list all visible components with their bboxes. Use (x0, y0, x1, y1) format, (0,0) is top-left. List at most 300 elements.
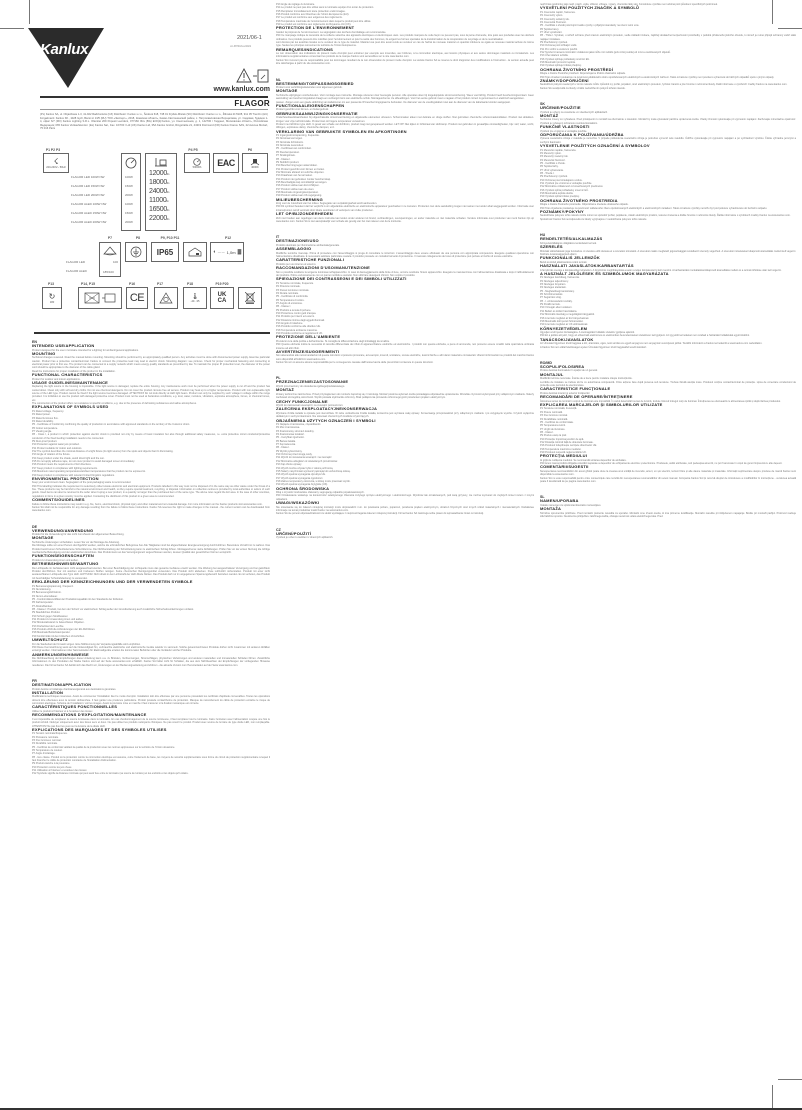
section-heading: OCHRONA ŚRODOWISKA (276, 485, 330, 491)
paragraph: P14 Keep product under the shade, avoid direct light and the sun. (32, 456, 105, 460)
paragraph: P9 Staubdichtes Produkt. (32, 611, 61, 615)
house-icon (188, 247, 202, 257)
section-heading: FUNKTIONSEIGENSCHAFTEN (32, 553, 94, 559)
paragraph: Product geschikt voor binnen- en buitengebruik. (276, 108, 329, 112)
language-code: NL (276, 77, 281, 82)
certification-pictogram (154, 287, 178, 309)
paragraph: Prodotto per uso interno ed esterno. (276, 262, 317, 266)
paragraph: P19 Le produit est conforme aux règlements du Royaume-Uni (UK). (276, 23, 352, 27)
paragraph: P7 Stralingshoek. (276, 154, 296, 158)
paragraph: P16 Product meets the requirements of EU directives. (32, 463, 92, 467)
paragraph: Die Nichtbeachtung der Empfehlungen dieser Anleitung kann u.a. zu Bränden, Verbrennungen, Stromschlägen, physischen Verletzungen und anderen materiellen und immateriellen Schäden führen. Zusätzliche Informationen zu den Produkten der Marke Kanlux sind auf der Seite www.kanlux.com erhältlich. Kanlux SA haftet nicht für Schäden, die aus dem Nichtbeachten der Empfehlungen der vorliegenden Hinweise resultieren. Die Firma Kanlux SA behält sich das Recht vor, Änderungen an der Bedienungsanleitung einzuführen - die aktuelle Version zum Herunterladen auf der Seite www.kanlux.com. (32, 657, 270, 667)
section-heading: CECHY FUNKCJONALNE (276, 398, 328, 404)
section-heading: SPIEGAZIONE DEI CONTRASSEGNI E DEI SIMBOLI UTILIZZATI (276, 276, 407, 282)
paragraph: Wyrób przeznaczony do oświetlenia ogólnego/podstawowego. (276, 384, 345, 388)
paragraph: P19 Produsul respectă reglementările UK. (540, 450, 587, 454)
language-code: HU (540, 233, 546, 238)
paragraph: Výrobok je určený na osvetlenie vo všeobecných aplikáciách. (540, 110, 608, 114)
paragraph: Nie stosowanie się do zaleceń niniejszej instrukcji może doprowadzić m.in. do powstania pożaru, poparzeń, porażenia prądem elektrycznym, obrażeń fizycznych oraz innych szkód materialnych i niematerialnych. Dodatkowe informacje na temat produktów marki Kanlux na www.kanlux.com. (276, 505, 534, 512)
paragraph: P12 Symbol znamená minimální vzdálenost jaká může mít svítidlo (jeho zdroj světla) od míst a osvětlovaných objektů. (540, 50, 671, 54)
paragraph: Technische Änderungen vorbehalten. Lesen Sie vor der Montage die Anleitung. (32, 540, 120, 544)
read-manual-warning-icon (236, 68, 270, 84)
paragraph: P3 Jmenovitý světelný tok. (540, 17, 570, 21)
lightning-icon: ☇ (53, 156, 59, 166)
paragraph: Výrobok pre vnútorné a vonkajšie použitie. (540, 129, 588, 133)
en-section (32, 344, 270, 513)
paragraph: P3 Rated luminous flux. (32, 416, 59, 420)
power-meter-icon (125, 157, 137, 169)
paragraph: P7 Angle d'éclairage. (32, 752, 56, 756)
paragraph: P2 Jmenovitý výkon. (540, 14, 563, 18)
paragraph: Környezeti/általános világításra rendeltetett termék. (540, 241, 597, 245)
paragraph: P11 Pro vnitřní a venkovní použití. (540, 47, 578, 51)
paragraph: P11 Product geschikt voor binnen en buiten. (276, 167, 325, 171)
language-code-en: EN (32, 340, 37, 344)
paragraph: P20 Dit symbool betekent dat het verplicht is om afgedankte elektrische en elektronische apparatuur gescheiden in te zamelen. Producten met deze aanduiding mogen niet samen met ander afval weggegooid worden. Informatie over inzamelpunten wordt verstrekt door lokale autoriteiten of verkopers van zulke producten. (276, 205, 534, 212)
paragraph: P8 - Třída I. Výrobek, u něhož ochranu před úrazem elektrickým proudem, vedle základní izolace, zajišťují dodatečné bezpečnostní prostředky v podobě přídavného jistícího obvodu, k němuž je nutné připojit ochranný vodič stálé napájecí instalace. (540, 34, 796, 41)
section-heading: SZERELÉS (540, 244, 563, 249)
paragraph: P20 Diese Kennzeichnung weist auf die Notwendigkeit hin, verbrauchte elektrische und elektronische Geräte selektiv zu sammeln. Solche gekennzeichneten Produkte dürfen nicht zusammen mit anderen Abfällen entsorgt werden. Informationen über Sammelstellen für Elektroaltgeräte erteilen die kommunalen Behörden oder die Verkäufer solcher Produkte. (32, 645, 270, 653)
paragraph: P5 - Certificat de conformité validant la qualité de la production avec les normes approuvées sur le territoire de l'Union douanière. (32, 745, 176, 749)
section-heading: USAGE GUIDELINES/MAINTENANCE (32, 379, 109, 385)
paragraph: P18 Maximale omgevingstemperatuur. (276, 190, 319, 194)
section-heading: SCOPUL/FOLOSIREA (540, 363, 585, 369)
de-section (32, 529, 270, 668)
paragraph: P6 Temperatura culorii. (540, 424, 566, 428)
section-heading: NAMEN/UPORABA (540, 498, 579, 504)
rotation-icon: ↻ (48, 292, 56, 301)
divider (40, 109, 268, 110)
section-heading: OCHRANA ŽIVOTNÉHO PROSTREDIA (540, 197, 618, 203)
paragraph: P13 Angle de réglage du luminaire. (276, 3, 315, 6)
paragraph: P19 Keep product in compliance with relevant United Kingdom regulations. (32, 473, 115, 477)
paragraph: P3 Flux lumineux nominal. (32, 739, 62, 743)
paragraph: Product for outdoor and indoor applications. (32, 377, 81, 381)
voltage-pictogram: ☇ 220-240V~ 50Hz (43, 153, 69, 173)
paragraph: P12 Minimálna vzdialenosť od osvetľovaných predmetov. (540, 185, 604, 189)
paragraph: P20 This labelling indicates the requirement to selectively collect waste electronic and electrical equipment. Products labelled in this way must not be disposed of in the same way as other waste under the threat of a fine. These products may be harmful to the natural environment and health, so they require special treatment, recycling, or disposal. Information on collection centres is provided by local authorities or sellers of such goods. Used items can also be returned to the seller when buying a new product, in a quantity no larger than the purchased item of the same type. The above rules regard the EU area. In the case of other countries, regulations in force in a given country must be applied. Contacting the distributor of this product in a given area is recommended. (32, 484, 270, 498)
paragraph: P8 - Ière classe. Produit où la protection contre la commotion électrique est assurée, outre l'isolement de base, les moyens de sécurité supplémentaire sous forme du circuit de protection supplémentaire à lequel il faut brancher le câble de protection constante de l'installation d'alimentation. (32, 755, 270, 763)
paragraph: P9 Stofdicht product. (276, 160, 300, 164)
section-heading: MONTAGE (32, 535, 54, 541)
paragraph: La non observation des indications du présent mode d'emploi peut entraîner par exemple aux incendies, aux brûlures, à la commotion électrique, aux lésions physiques et aux autres dommages matériels ou immatériels. Les informations supplémentaires concernant les produits de la marque Kanlux sont accessibles sur le site www.kanlux.com. (276, 52, 534, 59)
paragraph: P10 Protection against water jets provided. (32, 443, 80, 447)
section-heading: KÖRNYEZETVÉDELEM (540, 325, 588, 331)
paragraph: P11 Prodotto per interni ed esterni. (276, 315, 315, 319)
paragraph: P9 Wyrób pyłoszczelny. (276, 449, 303, 453)
paragraph: Ai grijă de curățenia mediului. Se recomandă sortarea deșeurilor de ambalare. (540, 458, 627, 462)
paragraph: P20 Toto označenie poukazuje na povinnosť oddeleného zberu opotrebovaných elektrických a elektronických zariadení. Takto označené výrobky nemôžu byť pod pokutou vyhadzované do bežného odpadu. (540, 206, 768, 210)
document-code: d-t-38740/res/2021 (230, 45, 252, 48)
paragraph: P1 Tensiune nominală, frecvență. (540, 407, 577, 411)
paragraph: P2 Rated power. (32, 413, 51, 417)
cracked-glass-icon (84, 292, 100, 304)
paragraph: P18 Zakres temperatury otoczenia, w której może pracować wyrób. (276, 479, 351, 483)
section-heading: VYSVĚTLENÍ POUŽITÝCH ZNAČEK A SYMBOLŮ (540, 5, 640, 11)
distributor-addresses: (PL) Kanlux SA, ul. Objazdowa 1-3, 41-922 Radzionków (CZ) Distributor: Kanlux s.r.o., Šodová 618, 738 01 Frýdek-Místek (SK) Distribútor: Kanlux s.r.o., Žilinská 2170/28, 911 05 Trenčín (HU) Forgalmazó: Kanlux Kft., 1028 Győr, Bécsi út 13/5 (RU) ТОО «Эксперт», 2018, Киевская область, Киево-Святошинский район, с. Петропавловская Борщаговка, ул. Садовая, будинок 1-4, офис 6/7 (RO) Kanlux Lighting S.R.L. Oltenitei 209 Popesti Leordeni, 077160 Ilfov (BG) ЕООД Kanlux, ул. Константинов, д. 1, 142700 / Гарденс, Московская область, Российская Федерация; 065 Kanlux Verkaufskontor. (EL) Kanlux Sal., Fax. 16/700 / Ltd (UK) Kanlux Ltd, 35A Kanlux GmbH, Ringstraße 21, 44319 Dortmund (FR) Kanlux France SAS, 22 Avenue Mozart, 75 016 Paris (40, 113, 268, 131)
paragraph: P10 Bescherming tegen waterstralen. (276, 164, 318, 168)
paragraph: Modificări tehnice rezervate. Înainte de a trece pentru instalare citeşte instrucțiunile. (540, 377, 633, 381)
paragraph: P13 Drehwinkel der Leuchte. (32, 624, 65, 628)
section-heading: COMENTARII/SUGESTII (540, 464, 589, 470)
paragraph: P15 Remplacer immédiatement toute protection endommagée. (276, 9, 346, 13)
text-column-2 (276, 3, 534, 539)
paragraph: P2 Puissance nominale. (32, 735, 59, 739)
paragraph: Tehnične spremembe pridržane. Pred montažo preberite navodila za uporabo. Montažo sme izvesti oseba, ki ima primerne kvalifikacije. Montažo naredite pri izključenem napajanju. Bodite pri montaži pazljivi. Proizvod vsebuje stik/zaščitno sponko. Neustrezna priključitev zaščitnega kabla, obstaja nevarnost udara električnega toka. Pred (540, 511, 796, 519)
paragraph: Non attenendosi alle raccomandazioni di queste istruzioni si possono provocare, ad esempio, incendi, scottature, scosse elettriche, lesioni fisiche e altri danni materiali e immateriali. Ulteriori informazioni su prodotti del marchio Kanlux sono disponibili all'indirizzo www.kanlux.com. (276, 354, 534, 361)
paragraph: P10 Protezione contro getti d'acqua. (276, 312, 317, 315)
paragraph: P5 - Certificaat van conformiteit. (276, 147, 312, 151)
paragraph: P20 Toto označení poukazuje na povinnost odděleného sběru opotřebovaných elektrických a elektronických zařízení. Takto označené výrobky není povoleno vyhazovat do běžných odpadků spolu s jinými odpady. (540, 75, 775, 79)
section-heading: FUNKCIONÁLIS JELLEMZŐK (540, 255, 600, 261)
paragraph: P1 Névleges feszültség, frekvencia. (540, 276, 580, 280)
section-heading: ENVIRONMENTAL PROTECTION (32, 475, 99, 481)
paragraph: P15 Do not apply adhesive tape, do not cover product to avoid damaged screen immediately. (32, 460, 135, 464)
paragraph: P19 Výrobok spĺňa britské predpisy. (540, 195, 580, 199)
paragraph: Spoločnosť Kanlux SA nezodpovedá za škody vyplývajúce z nedodržania pokynov tohto návodu. (540, 217, 647, 221)
paragraph: P5 - Certificat de conformitate. (540, 420, 574, 424)
paragraph: Für die Sauberkeit der Umwelt sorgen. Eine Mülltrennung der Verpackungsabfälle wird empfohlen. (32, 642, 141, 646)
paragraph: P2 Nennleistung. (32, 587, 52, 591)
paragraph: P8 - Clasa I. (540, 430, 554, 434)
paragraph: P12 Symbole signifie la distance minimale qui peut avoir lieu entre le luminaire (sa source de lumière) et les endroits et les objets qu'il éclaire. (32, 772, 189, 776)
section-heading: MONTAGE (276, 88, 298, 94)
ce-mark-pictogram: CE (126, 287, 148, 309)
section-heading: EXPLANATIONS OF SYMBOLS USED (32, 404, 109, 410)
paragraph: P3 Menovitý svetelný tok. (540, 155, 569, 159)
section-heading: CARACTÉRISTIQUES FONCTIONNELLES (32, 704, 118, 710)
paragraph: P18 Température maximale de l'environnement dans lequel le produit peut être utilisé. (276, 19, 372, 23)
section-heading: VERKLARING VAN GEBRUIKTE SYMBOLEN EN AFKORTINGEN (276, 128, 407, 134)
paragraph: P4 Znamionowa trwałość. (276, 433, 305, 437)
section-heading: VYSVETLENIE POUŽITÝCH OZNAČENÍ A SYMBOLOV (540, 143, 650, 149)
paragraph: Izdelek namenjen za splošno/ambientalno razsvetljavo. (540, 503, 602, 507)
paragraph: Zorg voor de zuiverheid van het milieu. Segregatie van verpakkingsafval wordt aanbevolen. (276, 202, 378, 206)
kanlux-logo: Kanlux (28, 28, 104, 88)
crop-mark (0, 28, 24, 29)
paragraph: P10 Ochrona przed strugą wody. (276, 453, 313, 457)
language-code: IT (276, 235, 280, 240)
paragraph: Product designed for the use in luminaire intended for a lighting for ambient/general applications. (32, 348, 139, 352)
language-code-fr: FR (32, 679, 37, 684)
paragraph: P11 Beltéri és kültéri használatra. (540, 309, 578, 313)
paragraph: P16 Product voldoet aan EU-richtlijnen. (276, 184, 320, 188)
beam-angle-icon (103, 246, 117, 256)
paragraph: Die Montage sollte von einer Person durchgeführt werden, welche die erforderlichen Befugnisse hat. Alle Tätigkeiten sind bei abgeschalteter Energieversorgung durchzuführen. Besondere Vorsicht ist zu wahren. Das Produkt besitzt einen Schutzleiter/eine Schutzklemme. Die Nichtherstellung der Schutzleitung kann zu elektrischem Schlag führen. Montageschema: siehe Abbildungen. Prüfen Sie vor der ersten Nutzung die richtige mechanische Befestigung und den elektrischen Anschluss. Das Produkt kann an das Versorgungsnetz angeschlossen werden, dessen Qualität den gesetzlichen Normen entspricht. (32, 544, 270, 554)
paragraph: P9 Prodotto a tenuta di polvere. (276, 308, 312, 312)
paragraph: P14 Product niet gebruiken zonder beschermkap. (276, 177, 331, 181)
paragraph: P4 Rated durability. (32, 420, 54, 423)
paragraph: P16 Prodotto conforme alle direttive UE. (276, 325, 321, 329)
section-heading: MILIEUBESCHERMING (276, 196, 323, 202)
paragraph: P12 Minimale afstand tot verlichte objecten. (276, 170, 325, 174)
paragraph: P10 Schutz gegen Strahlwasser. (32, 614, 69, 618)
section-heading: ERKLÄRUNG DER KENNZEICHNUNGEN UND DER VERWENDETEN SYMBOLE (32, 579, 193, 585)
paragraph: Výrobek je určen k osvětlení v obecných aplikacích. (276, 536, 334, 540)
paragraph: Înlocuirea sursei de lumină în corpul de iluminat este imposibilă. În cazul deteriorării sursei de lumină, trebuie înlocuit întregul corp de iluminat. Întreținerea se efectuează cu alimentarea oprită și după răcirea produsului. (540, 399, 781, 403)
rotation-angle-pictogram: ↻ 180 (42, 287, 62, 309)
paragraph: P7 Sugárzási szög. (540, 296, 562, 300)
section-heading: DESTINAZIONE/USO (276, 238, 319, 244)
paragraph: P18 Temperatura ambiente massima. (276, 328, 318, 332)
paragraph: P5 - Konformitätszertifikat der Produktionsqualität mit den Standards der Zollunion. (32, 597, 124, 601)
fr-section (32, 683, 270, 776)
paragraph: Nerespectarea recomandărilor din acest ghidul poate duce la crearea unui unității de incendiu, arsuri, un șoc electric, leziuni fizice și alte daune materiale și imateriale. Informații suplimentare despre produse de marcă Kanlux sunt disponibile la www.kanlux.com. (540, 469, 796, 477)
paragraph: P17 Wyrób spełnia wymagania zgodności. (276, 476, 323, 480)
paragraph: P20 Acest marcaj indică obligația colectării separate a deșeurilor de echipamente electrice și electronice. Produsele, astfel etichetate, sub pedeapsa amenzii, nu pot fi aruncate în coșul de gunoi împreună cu alte deșeuri. (540, 462, 783, 466)
paragraph: P6 Farbtemperatur. (32, 601, 54, 605)
paragraph: P1 Ingangsstroomspanning, frequentie. (276, 134, 320, 138)
paragraph: Prendersi cura della pulizia e dell'ambiente. Si consiglia la differenziazione degli imballaggi da smaltire. (276, 339, 390, 343)
section-heading: BETRIEBSHINWEISE/WARTUNG (32, 561, 99, 567)
section-heading: OBJAŚNIENIA UŻYTYCH OZNACZEŃ I SYMBOLI (276, 417, 376, 423)
section-heading: RENDELTETÉS/ALKALMAZÁS (540, 236, 603, 242)
section-heading: ODPORÚČANIA K POUŽÍVANIU/ÚDRŽBA (540, 131, 624, 137)
clock-icon (193, 158, 201, 166)
paragraph: Produkt für die Verwendung für das Licht zum Zweck der allgemeinen Beleuchtung. (32, 533, 125, 537)
paragraph: P19 Konformität mit den britischen Vorschriften. (32, 634, 85, 638)
luminous-flux-icon (154, 157, 168, 167)
paragraph: P9 Prachotěsný výrobek. (540, 40, 568, 44)
paragraph: P4 Nenn-Lebensdauer. (32, 594, 58, 598)
paragraph: P1 Menovité napätie, frekvencia. (540, 148, 577, 152)
paragraph: Failure to follow these instructions may result in e.g. fire, burns, electrical shock, physical injury and other material and non-material damage. For more information on the Kanlux products visit www.kanlux.com. (32, 502, 263, 506)
paragraph: P13 Angle of rotation of the fixture. (32, 453, 71, 457)
paragraph: A fényforrás cseréje a lámpatestben lehetetlen. A fényforrás meghibásodása esetén a teljes lámpatestet ki kell cserélni. A karbantartási munkálatokat kikapcsolt áramellátás mellett és a termék kihűlése után kell végezni. (540, 268, 782, 272)
paragraph: P9 Dust-proof product. (32, 440, 58, 444)
paragraph: Dbejte o čistotu životního prostředí. Doporučujeme třídění obalového odpadu. (540, 72, 626, 76)
section-heading: BESTEMMING/TOEPASSINGSGEBIED (276, 80, 354, 86)
paragraph: Lucrările de instalare se trebuie să fie cu autorizarea competentă. Orice acțiune face după punerea sub tensiune. Trebuie făcută atenția mare. Produsul conține contact/terminal de protecție. Lipsa de conectare conductorul de protecție este pericolul de electrocutare. (540, 380, 796, 387)
paragraph: P15 Beschadigde kap onmiddellijk vervangen. (276, 180, 328, 184)
section-heading: TANÁCSOK/JAVASLATOK (540, 336, 594, 342)
paragraph: Kanlux SA nu este responsabilă pentru orice consecințele care rezultă din nerespectarea recomandărilor din acest manual. Compania Kanlux SA își rezervă dreptul de introducere a modificărilor în instrucțiune - versiunea actuală poate fi descărcată de pe pagina www.kanlux.com. (540, 476, 796, 483)
paragraph: Produit destiné à l'éclairage d'ambiance/général aux destinations générales. (32, 687, 117, 691)
paragraph: P14 Wyrób można używać tylko z osłoną ochronną. (276, 466, 334, 470)
paragraph: P7 Viewing angle. (32, 430, 52, 434)
paragraph: P4 Jmenovitá životnost. (540, 20, 567, 24)
paragraph: P11 Výrobok pre vnútorné a vonkajšie použitie. (540, 182, 593, 186)
section-heading: GEBRUIKSAANWIJZING/KONSERVATIE (276, 110, 358, 116)
paragraph: P16 Wyrób spełnia wymagania dyrektyw UE. (276, 473, 326, 477)
paragraph: P20 Oznakowanie wskazuje na konieczność selektywnego zbierania zużytego sprzętu elektrycznego i elektronicznego. Wyrobów tak oznakowanych, pod karą grzywny, nie można wyrzucać do zwykłych śmieci razem z innymi odpadami. (276, 494, 534, 501)
ambient-temperature-pictogram: 🌡 -40...35 (183, 287, 207, 309)
paragraph: Dbaj o czystość środowiska. Zalecamy segregację odpadów popakowaniowych. (276, 491, 365, 495)
paragraph: Replacing the light source in the housing is impossible. If the light source is damaged, replace the entire housing. Any maintenance work must be performed when the power supply is cut off and the product has cooled down. Clean only with soft and dry cloths. Do not use chemical detergents. Do not cover the product. Ensure free air access. Product may heat up to a higher temperature. Product with non-replaceable light source of the LED type. Product cannot be fixed if the light source becomes damaged. ATTENTION! Do not look directly at LED light beam. Product can only be supplied by such voltage in voltage within the range provided. It is forbidden to use the product with damaged protective cover. Product must not be used at hazardous conditions, e.g. dust, water, moisture, vibrations, explosive atmosphere, fumes, or chemical fumes, etc. (32, 385, 270, 402)
earth-ground-icon (130, 246, 142, 258)
paragraph: Keep your environment clean. Segregation of the post-packaging waste is recommended. (32, 481, 132, 485)
section-heading: MONTAJUL (540, 371, 564, 377)
paragraph: P13 Draaihoek van het armatuur. (276, 174, 313, 178)
paragraph: P8 - Class I, a product in which protection against electric shock is provided not only by means of basic insulation but also through additional safety measures, i.e. extra protective circuit conductor/protective conductor of the fixed feeding installation needs to be connected. (32, 433, 270, 440)
paragraph: P16 Produit conforme aux Directives de l'Union Européenne (EU). (276, 13, 350, 17)
paragraph: P4 Menovitá životnosť. (540, 158, 566, 162)
paragraph: Product met lichtbron type LED. In geval van schade van lichtbron, product mag niet gerepareerd worden. LET OP! Niet kijken in lichtstraal van LED-lamp. Product niet gebruiken in gevaarlijke omstandigheden, bijv. stof, water, vocht, trillingen, explosieve damp, chemische dampen, enz. (276, 122, 534, 130)
paragraph: P18 Temperatura maximă a mediului. (540, 447, 582, 451)
section-heading: FUNKČNÉ VLASTNOSTI (540, 124, 590, 130)
paragraph: Produkt zur Anwendung innen und außen. (32, 558, 79, 562)
paragraph: P10 Protection contre les jets d'eau. (32, 765, 72, 769)
section-heading: PRZEZNACZENIE/ZASTOSOWANIE (276, 379, 349, 385)
paragraph: P4 Névleges élettartam. (540, 286, 567, 290)
protection-class-pictogram (125, 242, 147, 262)
paragraph: P16 Výrobok spĺňa požiadavky smerníc EÚ. (540, 188, 589, 192)
language-code-de: DE (32, 524, 37, 529)
lamp-icon: ◖ (212, 249, 216, 255)
paragraph: nepříznivé podmínky jako např. prach, voda, vlhkost, vibrace, výpary, chemické látky atp. Konstrukce výrobku není odolná proti působení specifických podmínek. (540, 3, 718, 6)
paragraph: Technické zmeny sú vyhradené. Pred pristúpením k montáži sa oboznámte s návodom. Montáž by mala vykonávať patrične oprávnená osoba. Všetky činnosti vykonávajte pri vypnutom napájaní. Zachovajte mimoriadnu opatrnosť. Výrobok je vybavený ochrannou svorkou/kontaktom. (540, 118, 796, 125)
paragraph: P7 Úhel vyzařování. (540, 30, 563, 34)
paragraph: Non è possibile sostituire la sorgente luminosa nell'apparecchio. In caso di danneggiamento della fonte di luce, occorre sostituire l'intero apparecchio. Eseguire la manutenzione con l'alimentazione disattivata e dopo il raffreddamento del prodotto. Pulire esclusivamente con un panno morbido e asciutto. Non utilizzare detergenti chimici. Non coprire il prodotto. (276, 270, 534, 278)
paragraph: P5 - Certyfikat zgodności. (276, 436, 305, 440)
language-code: PL (276, 376, 281, 381)
paragraph: Modifications techniques réservées. Avant de commencer l'installation lisez le mode d'emploi. Installation doit être effectuée par une personne possédant les certificats d'aptitude convenables. Toutes les opérations doivent être effectuées avec la tension débranchée. Il faut garder une prudence particulière. Produit possède contact/borne de protection. Manque de raccordement du câble de protection entraîne le risque de commotion électrique. Schéma de l'installation: voir les images. Avant la première mise en marche il faut s'assurer si la fixation mécanique est correcte. (32, 695, 270, 706)
language-code: CZ (276, 527, 281, 532)
paragraph: P7 Kąt świecenia. (276, 443, 296, 447)
section-heading: POZNÁMKY/POKYNY (540, 208, 584, 214)
paragraph: P19 Wyrób spełnia wymagania brytyjskie (UK). (276, 483, 328, 487)
paragraph: Kanlux SA shall not be responsible for any damage resulting from the failure to follow these instructions. Kanlux SA reserves the right to make changes in the manual - the current version can be downloaded from www.kanlux.com. (32, 505, 270, 513)
paragraph: Produs destinat iluminatului în spațiul de uz general. (540, 369, 598, 373)
section-heading: INSTALLATION (32, 689, 64, 695)
paragraph: passen. Zorgen voor een goede afdichting van kabelinvoer om een passende IP-beschermingsgraad te behouden. De diameter van de voedingskabel moet aan de diameter van de kabelwartel worden aangepast. (276, 100, 511, 104)
paragraph: P2 Nominaal vermogen. (276, 137, 303, 141)
paragraph: P6 Színhőmérséklet. (540, 293, 564, 297)
paragraph: Wymiana źródła światła w oprawie jest niemożliwa. W razie uszkodzenia źródła światła, konieczna jest wymiana całej oprawy. Konserwację przeprowadzać przy odłączonym zasilaniu i po ostygnięciu wyrobu. Czyścić wyłącznie delikatnymi i suchymi tkaninami. Nie stosować chemicznych środków czyszczących. (276, 411, 534, 419)
crossed-bin-icon (245, 292, 255, 304)
paragraph: Az Útmutató figyelmen kívül hagyása a tűz, áramütés, égés, testi sérülés és egyéb anyagi és nem anyagi kár veszélyével járhat. További információ a Kanlux termékeiről a www.kanlux.com weboldalon. (540, 342, 763, 346)
paragraph: P2 Menovitý výkon. (540, 151, 562, 155)
paragraph: P7 Unghi de iluminare. (540, 427, 566, 431)
section-heading: URČENÍ/POUŽITÍ (276, 530, 312, 536)
section-heading: FUNCTIONAL CHARACTERISTICS (32, 372, 103, 378)
paragraph: P7 Uhol vyžarovania. (540, 168, 564, 172)
paragraph: P1 Bemessungsspannung, Frequenz. (32, 584, 74, 588)
text-column-3 (540, 3, 796, 518)
text-column-1 (32, 336, 270, 776)
paragraph: P6 Teplota barvy. (540, 27, 560, 31)
paragraph: P10 Ochrana proti stříkající vodě. (540, 44, 578, 48)
paragraph: P3 Nominale lichtstroom. (276, 140, 304, 144)
paragraph: P12 Mindestabstand zu beleuchteten Objekten. (32, 621, 85, 625)
paragraph: P8 - Classe I. (276, 305, 292, 309)
section-heading: MONTAŻ (276, 387, 295, 393)
paragraph: P20 Ce marquage indique la nécessité de la collecte sélective des appareils électriques et électroniques usés. Les produits marqués de cette façon ne peuvent pas, sous la peine d'amende, être jetés aux poubelles avec les déchets ordinaires. Ces produits peuvent être nuisibles pour l'environnement et pour la santé des hommes, ils exigent les formes spéciales de la transformation de la récupération du recyclage et de la neutralisation. (276, 34, 534, 41)
paragraph: Gardez la propreté de l'environnement. La ségrégation des déchets d'emballage est recommandée. (276, 30, 387, 34)
paragraph: Nedodržanie pokynov tohto návodu môže mimo iné spôsobiť požiar, popálenie, zásah elektrickým prúdom, telesné zranenia a ďalšie hmotné i nehmotné škody. Ďalšie informácie o výrobkoch značky Kanlux na www.kanlux.com. (540, 214, 791, 218)
paragraph: P6 Colour temperature. (32, 426, 58, 430)
paragraph: P5 - Certifikát o zhode. (540, 162, 566, 165)
paragraph: Kanlux SA neodpovídá za škody vzniklé nedodržením pokynů tohoto návodu. (540, 86, 626, 90)
paragraph: P13 Angolo di rotazione. (276, 322, 304, 326)
indoor-outdoor-pictogram (183, 242, 207, 262)
section-heading: INTENDED USE/APPLICATION (32, 343, 95, 348)
section-heading: MOUNTING (32, 350, 56, 356)
product-title: FLAGOR (234, 99, 270, 108)
paragraph: P3 Flux luminos nominal. (540, 414, 568, 418)
section-heading: EXPLICATIONS DES MARQUAGES ET DES SYMBOLES UTILISES (32, 726, 167, 732)
paragraph: P12 Distanza minima dagli oggetti illuminati. (276, 318, 325, 322)
paragraph: P2 Potenza nominale. (276, 285, 301, 289)
paragraph: Prodotto destinato per illuminazione ambientale/generale. (276, 243, 340, 247)
wall-icon: ▓ (237, 249, 242, 255)
section-heading: ANMERKUNGEN/HINWEISE (32, 651, 89, 657)
section-heading: FUNCTIONAALEIGENSCHAPPEN (276, 102, 345, 108)
paragraph: P19 Výrobek splňuje britské předpisy. (540, 64, 582, 68)
paragraph: P4 Durabilité nominale. (32, 742, 58, 746)
paragraph: P6 Kleurtemperatuur. (276, 150, 300, 154)
lifetime-pictogram: 50000h (184, 153, 210, 173)
section-heading: LET OP/BIJZONDERHEDEN (276, 211, 333, 217)
section-heading: REMARQUES/INDICATIONS (276, 46, 334, 52)
instruction-sheet: Kanlux 2021/06-1 d-t-38740/res/2021 www.kanlux.com FLAGOR (PL) Kanlux SA, ul. Objazdowa 1-3, 41-922 Radzionków (CZ) Distributor: Kanlux s.r.o., Šodová 618, 738 01 Frýdek-Místek (SK) Distribútor: Kanlux s.r.o., Žilinská 2170/28, 911 05 Trenčín (HU) Forgalmazó: Kanlux Kft., 1028 Győr, Bécsi út 13/5 (RU) ТОО «Эксперт», 2018, Киевская область, Киево-Святошинский район, с. Петропавловская Борщаговка, ул. Садовая, будинок 1-4, офис 6/7 (RO) Kanlux Lighting S.R.L. Oltenitei 209 Popesti Leordeni, 077160 Ilfov (BG) ЕООД Kanlux, ул. Константинов, д. 1, 142700 / Гарденс, Московская область, Российская Федерация; 065 Kanlux Verkaufskontor. (EL) Kanlux Sal., Fax. 16/700 / Ltd (UK) Kanlux Ltd, 35A Kanlux GmbH, Ringstraße 21, 44319 Dortmund (FR) Kanlux France SAS, 22 Avenue Mozart, 75 016 Paris P1 P2 P3 P4 P5 P6 ☇ 220-240V~ 50Hz 50000h EAC 4000K FLAGOR LED 100W NW FLAGOR LED 150W NW FLAGOR LED 200W NW FLAGOR ALED 100W NW FLAGOR ALED 150W NW FLAGOR ALED 200W NW 100W 150W 200W 100W 150W 200W 12000lm 18000lm 24000lm 11000lm 16500lm 22000lm P7 P8 P9, P10 P11 P12 FLAGOR LED FLAGOR ALED 100 185/100 IP65 ◖ — — 1,0m ▓ P13 P14, P15 P16 P17 P18 P19 P20 ↻ 180 CE 🌡 -40...35 UK CA EN INTENDED USE/APPLICATION Product designed for the use in luminaire intended for a lighting for ambient/general applications. MOUNTING Technical changes reserved. Read the manual before mounting. Mounting should be performed by an appropriately qualified person. Any activities must be done with disconnected power supply. Exercise particular caution. Product has a protective contact/terminal. Failure to connect the protective lead may lead to electric shock. Mounting diagram: see pictures. Check for proper mechanical fastening and connecting to electrical power prior to first use. The product can be connected to a supply network which meets energy quality standards as prescribed by law. To maintain the proper IP protection level, the diameter of the power cord should be appropriate to the diameter of the cable gland. Read the instructions for proper installation of the product in the installation. FUNCTIONAL CHARACTERISTICS Product for outdoor and indoor applications. USAGE GUIDELINES/MAINTENANCE Replacing the light source in the housing is impossible. If the light source is damaged, replace the entire housing. Any maintenance work must be performed when the power supply is cut off and the product has cooled down. Clean only with soft and dry cloths. Do not use chemical detergents. Do not cover the product. Ensure free air access. Product may heat up to a higher temperature. Product with non-replaceable light source of the LED type. Product cannot be fixed if the light source becomes damaged. ATTENTION! Do not look directly at LED light beam. Product can only be supplied by such voltage in voltage within the range provided. It is forbidden to use the product with damaged protective cover. Product must not be used at hazardous conditions, e.g. dust, water, moisture, vibrations, explosive atmosphere, fumes, or chemical fumes, etc. The construction of the product offers no resistance to specific conditions, e.g. due to the presence of defrosting substances and saline atmospheres. EXPLANATIONS OF SYMBOLS USED P1 Rated voltage, frequency. P2 Rated power. P3 Rated luminous flux. P4 Rated durability. P5 - Certificate of Conformity confirming the quality of production in accordance with approved standards on the territory of the Customs Union. P6 Colour temperature. P7 Viewing angle. P8 - Class I, a product in which protection against electric shock is provided not only by means of basic insulation but also through additional safety measures, i.e. extra protective circuit conductor/protective conductor of the fixed feeding installation needs to be connected. P9 Dust-proof product. P10 Protection against water jets provided. P11 Product suitable for indoor and outdoors. P12 The symbol describes the minimal distance of a light fixture (its light source) from the spots and objects that it's illuminating. P13 Angle of rotation of the fixture. P14 Keep product under the shade, avoid direct light and the sun. P15 Do not apply adhesive tape, do not cover product to avoid damaged screen immediately. P16 Product meets the requirements of EU directives. P17 Keep product in compliance with lighting requirements. P18 Maximum rated operating temperatures/ambient temperatures that the product can be exposed to. P19 Keep product in compliance with relevant United Kingdom regulations. ENVIRONMENTAL PROTECTION Keep your environment clean. Segregation of the post-packaging waste is recommended. P20 This labelling indicates the requirement to selectively collect waste electronic and electrical equipment. Products labelled in this way must not be disposed of in the same way as other waste under the threat of a fine. These products may be harmful to the natural environment and health, so they require special treatment, recycling, or disposal. Information on collection centres is provided by local authorities or sellers of such goods. Used items can also be returned to the seller when buying a new product, in a quantity no larger than the purchased item of the same type. The above rules regard the EU area. In the case of other countries, regulations in force in a given country must be applied. Contacting the distributor of this product in a given area is recommended. COMMENTS/GUIDELINES Failure to follow these instructions may result in e.g. fire, burns, electrical shock, physical injury and other material and non-material damage. For more information on the Kanlux products visit www.kanlux.com. Kanlux SA shall not be responsible for any damage resulting from the failure to follow these instructions. Kanlux SA reserves the right to make changes in the manual - the current version can be downloaded from www.kanlux.com. DE VERWENDUNG/ANWENDUNG Produkt für die Verwendung für das Licht zum Zweck der allgemeinen Beleuchtung. MONTAGE Technische Änderungen vorbehalten. Lesen Sie vor der Montage die Anleitung. Die Montage sollte von einer Person durchgeführt werden, welche die erforderlichen Befugnisse hat. Alle Tätigkeiten sind bei abgeschalteter Energieversorgung durchzuführen. Besondere Vorsicht ist zu wahren. Das Produkt besitzt einen Schutzleiter/eine Schutzklemme. Die Nichtherstellung der Schutzleitung kann zu elektrischem Schlag führen. Montageschema: siehe Abbildungen. Prüfen Sie vor der ersten Nutzung die richtige mechanische Befestigung und den elektrischen Anschluss. Das Produkt kann an das Versorgungsnetz angeschlossen werden, dessen Qualität den gesetzlichen Normen entspricht. FUNKTIONSEIGENSCHAFTEN Produkt zur Anwendung innen und außen. BETRIEBSHINWEISE/WARTUNG Die Lichtquelle im Gehäuse kann nicht ausgewechselt werden. Bei einer Beschädigung der Lichtquelle muss das gesamte Gehäuse ersetzt werden. Die Wartung bei ausgeschalteter Versorgung und bei gekühltem Produkt durchführen. Nur mit weichen und trockenen Stoffen reinigen. Keine chemischen Reinigungsmittel verwenden. Das Produkt nicht abdecken. Freie Luftzufuhr sicherstellen. Produkt mit einer nicht austauschbaren Lichtquelle des Typs LED. ACHTUNG! Nicht direkt in den Lichtstrahl der LED-Diode blicken. Das Produkt darf nur im angegebenen Spannungsbereich betrieben werden. Es ist verboten, das Produkt mit beschädigter Schutzabdeckung zu verwenden. ERKLÄRUNG DER KENNZEICHNUNGEN UND DER VERWENDETEN SYMBOLE P1 Bemessungsspannung, Frequenz. P2 Nennleistung. P3 Bemessungslichtstrom. P4 Nenn-Lebensdauer. P5 - Konformitätszertifikat der Produktionsqualität mit den Standards der Zollunion. P6 Farbtemperatur. P7 Abstrahlwinkel. P8 - Klasse I: Produkt, bei dem der Schutz vor elektrischem Schlag außer der Grundisolierung auch zusätzliche Sicherheitsvorkehrungen umfasst. P9 Staubdichtes Produkt. P10 Schutz gegen Strahlwasser. P11 Produkt zur Anwendung innen und außen. P12 Mindestabstand zu beleuchteten Objekten. P13 Drehwinkel der Leuchte. P16 Produkt erfüllt die Anforderungen der EU-Richtlinien. P18 Maximale Betriebstemperatur. P19 Konformität mit den britischen Vorschriften. UMWELTSCHUTZ Für die Sauberkeit der Umwelt sorgen. Eine Mülltrennung der Verpackungsabfälle wird empfohlen. P20 Diese Kennzeichnung weist auf die Notwendigkeit hin, verbrauchte elektrische und elektronische Geräte selektiv zu sammeln. Solche gekennzeichneten Produkte dürfen nicht zusammen mit anderen Abfällen entsorgt werden. Informationen über Sammelstellen für Elektroaltgeräte erteilen die kommunalen Behörden oder die Verkäufer solcher Produkte. ANMERKUNGEN/HINWEISE Die Nichtbeachtung der Empfehlungen dieser Anleitung kann u.a. zu Bränden, Verbrennungen, Stromschlägen, physischen Verletzungen und anderen materiellen und immateriellen Schäden führen. Zusätzliche Informationen zu den Produkten der Marke Kanlux sind auf der Seite www.kanlux.com erhältlich. Kanlux SA haftet nicht für Schäden, die aus dem Nichtbeachten der Empfehlungen der vorliegenden Hinweise resultieren. Die Firma Kanlux SA behält sich das Recht vor, Änderungen an der Bedienungsanleitung einzuführen - die aktuelle Version zum Herunterladen auf der Seite www.kanlux.com. FR DESTINATION/APPLICATION Produit destiné à l'éclairage d'ambiance/général aux destinations générales. INSTALLATION Modifications techniques réservées. Avant de commencer l'installation lisez le mode d'emploi. Installation doit être effectuée par une personne possédant les certificats d'aptitude convenables. Toutes les opérations doivent être effectuées avec la tension débranchée. Il faut garder une prudence particulière. Produit possède contact/borne de protection. Manque de raccordement du câble de protection entraîne le risque de commotion électrique. Schéma de l'installation: voir les images. Avant la première mise en marche il faut s'assurer si la fixation mécanique est correcte. CARACTÉRISTIQUES FONCTIONNELLES Utiliser le produit à l'intérieur et à l'extérieur des locaux. RECOMMENDATIONS D'EXPLOITATION/MAINTENANCE Il est impossible de remplacer la source lumineuse dans le luminaire. En cas d'endommagement de la source lumineuse, il faut remplacer tout le luminaire. Faire l'entretien avec l'alimentation coupée une fois le produit refroidi. Nettoyer uniquement avec des tissus secs et doux. Ne pas utiliser les produits nettoyants chimiques. Ne pas couvrir le produit. Produit avec source de lumière de type diode LED, non remplaçable. ATTENTION! Ne pas fixer les yeux sur la lumière de la diode LED. EXPLICATIONS DES MARQUAGES ET DES SYMBOLES UTILISES P1 Tension nominale/fréquence. P2 Puissance nominale. P3 Flux lumineux nominal. P4 Durabilité nominale. P5 - Certificat de conformité validant la qualité de la production avec les normes approuvées sur le territoire de l'Union douanière. P6 Température de couleur. P7 Angle d'éclairage. P8 - Ière classe. Produit où la protection contre la commotion électrique est assurée, outre l'isolement de base, les moyens de sécurité supplémentaire sous forme du circuit de protection supplémentaire à lequel il faut brancher le câble de protection constante de l'installation d'alimentation. P9 Produit étanche à la poussière. P10 Protection contre les jets d'eau. P11 Utilisation à l'intérieur et extérieur des locaux. P12 Symbole signifie la distance minimale qui peut avoir lieu entre le luminaire (sa source de lumière) et les endroits et les objets qu'il éclaire. P13 Angle de réglage du luminaire. P14 Le produit ne peut pas être utilisé sans le luminaire équipé d'un écran de protection. P15 Remplacer immédiatement toute protection endommagée. P16 Produit conforme aux Directives de l'Union Européenne (EU). P17 Le produit est conforme aux exigences des règlements. P18 Température maximale de l'environnement dans lequel le produit peut être utilisé. P19 Le produit est conforme aux règlements du Royaume-Uni (UK). PROTECTION DE L'ENVIRONNEMENT Gardez la propreté de l'environnement. La ségrégation des déchets d'emballage est recommandée. P20 Ce marquage indique la nécessité de la collecte sélective des appareils électriques et électroniques usés. Les produits marqués de cette façon ne peuvent pas, sous la peine d'amende, être jetés aux poubelles avec les déchets ordinaires. Ces produits peuvent être nuisibles pour l'environnement et pour la santé des hommes, ils exigent les formes spéciales de la transformation de la récupération du recyclage et de la neutralisation. sont donnés par les autorités locales ou le vendeur de ce type de matériel. Matériel usé peut être aussi rendu au vendeur en cas de l'achat de nouveau matériel en quantité inférieure ou égale au nouveau matériel acheté du même type. Seules les principes concernent le territoire de l'Union Européenne. REMARQUES/INDICATIONS La non observation des indications du présent mode d'emploi peut entraîner par exemple aux incendies, aux brûlures, à la commotion électrique, aux lésions physiques et aux autres dommages matériels ou immatériels. Les informations supplémentaires concernant les produits de la marque Kanlux sont accessibles sur le site www.kanlux.com. Kanlux SA n'encourt pas de responsabilité pour les dommages résultant de la non observation du présent mode d'emploi. La société Kanlux SA se réserve le droit d'apporter des modifications à l'instruction - la version actuelle peut être téléchargée à partir du site www.kanlux.com. NL BESTEMMING/TOEPASSINGSGEBIED Product voor verlichtingsdoeleinden voor algemeen gebruik. MONTAGE Technische wijzigingen voorbehouden. Voor montage lees instructie. Montage uitvoeren door bevoegde persoon. Alle operaties doen bij losgekoppelde stroomvoorziening. Wees voorzichtig. Product heeft beschermingscontact. Geen aansluiting van beschermingskabel draagt een verhoogd risico van elektrische schok. Montageschema: zie afbeeldingen. Voor het eerste gebruik moet u nagaan of het product correct is gemonteerd en elektrisch aangesloten. passen. Zorgen voor een goede afdichting van kabelinvoer om een passende IP-beschermingsgraad te behouden. De diameter van de voedingskabel moet aan de diameter van de kabelwartel worden aangepast. FUNCTIONAALEIGENSCHAPPEN Product geschikt voor binnen- en buitengebruik. GEBRUIKSAANWIJZING/KONSERVATIE Onderhoudswerkzaamheden bij uitgeschakelde stroomvoorziening en afgekoelde elementen uitvoeren. Schoonmaken alleen met delicate en droge stoffen. Niet gebruiken chemische schoonmaakmiddelen. Product niet afdekken. Zorgen voor vrije luchtcirculatie. Product kan tot hogere temperatuur verwarmen. Product met lichtbron type LED. In geval van schade van lichtbron, product mag niet gerepareerd worden. LET OP! Niet kijken in lichtstraal van LED-lamp. Product niet gebruiken in gevaarlijke omstandigheden, bijv. stof, water, vocht, trillingen, explosieve damp, chemische dampen, enz. VERKLARING VAN GEBRUIKTE SYMBOLEN EN AFKORTINGEN P1 Ingangsstroomspanning, frequentie. P2 Nominaal vermogen. P3 Nominale lichtstroom. P4 Nominale levensduur. P5 - Certificaat van conformiteit. P6 Kleurtemperatuur. P7 Stralingshoek. P8 - Klasse I. P9 Stofdicht product. P10 Bescherming tegen waterstralen. P11 Product geschikt voor binnen en buiten. P12 Minimale afstand tot verlichte objecten. P13 Draaihoek van het armatuur. P14 Product niet gebruiken zonder beschermkap. P15 Beschadigde kap onmiddellijk vervangen. P16 Product voldoet aan EU-richtlijnen. P17 Product voldoet aan de eisen. P18 Maximale omgevingstemperatuur. P19 Product voldoet aan UK-regelgeving. MILIEUBESCHERMING Zorg voor de zuiverheid van het milieu. Segregatie van verpakkingsafval wordt aanbevolen. P20 Dit symbool betekent dat het verplicht is om afgedankte elektrische en elektronische apparatuur gescheiden in te zamelen. Producten met deze aanduiding mogen niet samen met ander afval weggegooid worden. Informatie over inzamelpunten wordt verstrekt door lokale autoriteiten of verkopers van zulke producten. LET OP/BIJZONDERHEDEN Zich niet houden aan regelingen van deze instructie kan leiden onder anderen tot brand, verbrandingen, overspanningen, en ander materiële en niet materiële schaden. Verdere informatie over producten van merk Kanlux zijn op www.kanlux.com. Kanlux SA is niet aansprakelijk voor schade als gevolg van het niet naleven van deze instructie. IT DESTINAZIONE/USO Prodotto destinato per illuminazione ambientale/generale. ASSEMBLAGGIO Modifiche tecniche riservate. Prima di procedere con l'assemblaggio si prega di consultare le istruzioni. L'assemblaggio deve essere effettuato da una persona con appropriata competenza. Eseguire qualsiasi operazione con l'alimentazione disattivata. È necessario adottare particolare cautela. Il prodotto possiede un contatto/morsetto di protezione. Il mancato collegamento del cavo di protezione può portare al rischio di scosse elettriche. CARATTERISTICHE FUNZIONALI Prodotto per uso interno ed esterno. RACCOMANDAZIONI D'USO/MANUTENZIONE Non è possibile sostituire la sorgente luminosa nell'apparecchio. In caso di danneggiamento della fonte di luce, occorre sostituire l'intero apparecchio. Eseguire la manutenzione con l'alimentazione disattivata e dopo il raffreddamento del prodotto. Pulire esclusivamente con un panno morbido e asciutto. Non utilizzare detergenti chimici. Non coprire il prodotto. SPIEGAZIONE DEI CONTRASSEGNI E DEI SIMBOLI UTILIZZATI P1 Tensione nominale, frequenza. P2 Potenza nominale. P3 Flusso luminoso nominale. P4 Durata nominale. P5 - Certificato di conformità. P6 Temperatura di colore. P7 Angolo di emissione. P8 - Classe I. P9 Prodotto a tenuta di polvere. P10 Protezione contro getti d'acqua. P11 Prodotto per interni ed esterni. P12 Distanza minima dagli oggetti illuminati. P13 Angolo di rotazione. P16 Prodotto conforme alle direttive UE. P18 Temperatura ambiente massima. P19 Prodotto conforme ai regolamenti UK. PROTEZIONE DELL'AMBIENTE Prendersi cura della pulizia e dell'ambiente. Si consiglia la differenziazione degli imballaggi da smaltire. P20 Questa etichetta indica la necessità di raccolta differenziata dei rifiuti di apparecchiature elettriche ed elettroniche. I prodotti con questa etichetta, a pena di ammenda, non possono essere smaltiti nella spazzatura ordinaria insieme ad altri rifiuti. AVVERTENZE/SUGGERIMENTI Non attenendosi alle raccomandazioni di queste istruzioni si possono provocare, ad esempio, incendi, scottature, scosse elettriche, lesioni fisiche e altri danni materiali e immateriali. Ulteriori informazioni su prodotti del marchio Kanlux sono disponibili all'indirizzo www.kanlux.com. Kanlux SA non si assume alcuna responsabilità per le conseguenze causate dall'inosservanza delle prescrizioni contenute in queste istruzioni. PL PRZEZNACZENIE/ZASTOSOWANIE Wyrób przeznaczony do oświetlenia ogólnego/podstawowego. MONTAŻ Zmiany techniczne zastrzeżone. Przed przystąpieniem do montażu zapoznaj się z instrukcją. Montaż powinna wykonać osoba posiadająca odpowiednie uprawnienia. Wszelkie czynności wykonywać przy odłączonym zasilaniu. Należy zachować szczególną ostrożność. Wyrób posiada styk/zacisk ochronny. Brak podłączenia przewodu ochronnego grozi porażeniem prądem elektrycznym. CECHY FUNKCJONALNE Wyrób do zastosowań wewnątrz i na zewnątrz pomieszczeń. ZALECENIA EKSPLOATACYJNE/KONSERWACJA Wymiana źródła światła w oprawie jest niemożliwa. W razie uszkodzenia źródła światła, konieczna jest wymiana całej oprawy. Konserwację przeprowadzać przy odłączonym zasilaniu i po ostygnięciu wyrobu. Czyścić wyłącznie delikatnymi i suchymi tkaninami. Nie stosować chemicznych środków czyszczących. OBJAŚNIENIA UŻYTYCH OZNACZEŃ I SYMBOLI P1 Napięcie znamionowe, częstotliwość. P2 Moc znamionowa. P3 Znamionowy strumień świetlny. P4 Znamionowa trwałość. P5 - Certyfikat zgodności. P6 Barwa światła. P7 Kąt świecenia. P8 - Klasa I. P9 Wyrób pyłoszczelny. P10 Ochrona przed strugą wody. P11 Wyrób do stosowania wewnątrz i na zewnątrz. P12 Minimalna odległość od oświetlanych przedmiotów. P13 Kąt obrotu oprawy. P14 Wyrób można używać tylko z osłoną ochronną. P15 Należy natychmiast wymienić pękniętą lub uszkodzoną osłonę. P16 Wyrób spełnia wymagania dyrektyw UE. P17 Wyrób spełnia wymagania zgodności. P18 Zakres temperatury otoczenia, w której może pracować wyrób. P19 Wyrób spełnia wymagania brytyjskie (UK). OCHRONA ŚRODOWISKA Dbaj o czystość środowiska. Zalecamy segregację odpadów popakowaniowych. P20 Oznakowanie wskazuje na konieczność selektywnego zbierania zużytego sprzętu elektrycznego i elektronicznego. Wyrobów tak oznakowanych, pod karą grzywny, nie można wyrzucać do zwykłych śmieci razem z innymi odpadami. UWAGI/WSKAZÓWKI Nie stosowanie się do zaleceń niniejszej instrukcji może doprowadzić m.in. do powstania pożaru, poparzeń, porażenia prądem elektrycznym, obrażeń fizycznych oraz innych szkód materialnych i niematerialnych. Dodatkowe informacje na temat produktów marki Kanlux na www.kanlux.com. Kanlux SA nie ponosi odpowiedzialności za skutki wynikające z nieprzestrzegania zaleceń niniejszej instrukcji. Firma Kanlux SA zastrzega sobie prawo do wprowadzania zmian w instrukcji. CZ URČENÍ/POUŽITÍ Výrobek je určen k osvětlení v obecných aplikacích. nepříznivé podmínky jako např. prach, voda, vlhkost, vibrace, výpary, chemické látky atp. Konstrukce výrobku není odolná proti působení specifických podmínek. VYSVĚTLENÍ POUŽITÝCH ZNAČEK A SYMBOLŮ P1 Jmenovité napětí, frekvence. P2 Jmenovitý výkon. P3 Jmenovitý světelný tok. P4 Jmenovitá životnost. P5 - Certifikát o shodě potvrzující kvalitu výroby s přijatými standardy na území celní unie. P6 Teplota barvy. P7 Úhel vyzařování. P8 - Třída I. Výrobek, u něhož ochranu před úrazem elektrickým proudem, vedle základní izolace, zajišťují dodatečné bezpečnostní prostředky v podobě přídavného jistícího obvodu, k němuž je nutné připojit ochranný vodič stálé napájecí instalace. P9 Prachotěsný výrobek. P10 Ochrana proti stříkající vodě. P11 Pro vnitřní a venkovní použití. P12 Symbol znamená minimální vzdálenost jaká může mít svítidlo (jeho zdroj světla) od míst a osvětlovaných objektů. P13 Úhel otáčení svítidla. P16 Výrobek splňuje požadavky směrnic EU. P18 Maximální provozní teplota. P19 Výrobek splňuje britské předpisy. OCHRANA ŽIVOTNÍHO PROSTŘEDÍ Dbejte o čistotu životního prostředí. Doporučujeme třídění obalového odpadu. P20 Toto označení poukazuje na povinnost odděleného sběru opotřebovaných elektrických a elektronických zařízení. Takto označené výrobky není povoleno vyhazovat do běžných odpadků spolu s jinými odpady. ZNÁMKY/DOPORUČENÍ Nedodržení pokynů uvedených v tomto návodu může způsobit mj. požár, popálení, úraz elektrickým proudem, fyzická zranění a jiné hmotné i nehmotné škody. Další informace o výrobcích značky Kanlux na www.kanlux.com. Kanlux SA neodpovídá za škody vzniklé nedodržením pokynů tohoto návodu. SK URČENIE/POUŽITIE Výrobok je určený na osvetlenie vo všeobecných aplikáciách. MONTÁŽ Technické zmeny sú vyhradené. Pred pristúpením k montáži sa oboznámte s návodom. Montáž by mala vykonávať patrične oprávnená osoba. Všetky činnosti vykonávajte pri vypnutom napájaní. Zachovajte mimoriadnu opatrnosť. Výrobok je vybavený ochrannou svorkou/kontaktom. FUNKČNÉ VLASTNOSTI Výrobok pre vnútorné a vonkajšie použitie. ODPORÚČANIA K POUŽÍVANIU/ÚDRŽBA Výmena svetelného zdroja v svietidle je nemožná. V prípade poškodenia svetelného zdroja je potrebné vymeniť celé svietidlo. Údržbu vykonávajte pri vypnutom napájaní a po vychladnutí výrobku. Čistite výhradne jemnými a suchými tkaninami. VYSVETLENIE POUŽITÝCH OZNAČENÍ A SYMBOLOV P1 Menovité napätie, frekvencia. P2 Menovitý výkon. P3 Menovitý svetelný tok. P4 Menovitá životnosť. P5 - Certifikát o zhode. P6 Teplota farby. P7 Uhol vyžarovania. P8 - Trieda I. P9 Prachotesný výrobok. P10 Ochrana pred striekajúcou vodou. P11 Výrobok pre vnútorné a vonkajšie použitie. P12 Minimálna vzdialenosť od osvetľovaných predmetov. P16 Výrobok spĺňa požiadavky smerníc EÚ. P18 Maximálna teplota okolia. P19 Výrobok spĺňa britské predpisy. OCHRANA ŽIVOTNÉHO PROSTREDIA Dbajte o čistotu životného prostredia. Odporúčame triedenie obalového odpadu. P20 Toto označenie poukazuje na povinnosť oddeleného zberu opotrebovaných elektrických a elektronických zariadení. Takto označené výrobky nemôžu byť pod pokutou vyhadzované do bežného odpadu. POZNÁMKY/POKYNY Nedodržanie pokynov tohto návodu môže mimo iné spôsobiť požiar, popálenie, zásah elektrickým prúdom, telesné zranenia a ďalšie hmotné i nehmotné škody. Ďalšie informácie o výrobkoch značky Kanlux na www.kanlux.com. Spoločnosť Kanlux SA nezodpovedá za škody vyplývajúce z nedodržania pokynov tohto návodu. HU RENDELTETÉS/ALKALMAZÁS Környezeti/általános világításra rendeltetett termék. SZERELÉS Műszaki változtatások joga fenntartva. A szerelés előtt olvassa el a szerelési útmutatót. A szerelést csakis megfelelő jogosultsággal rendelkező személy végezheti. A szerelési műveleteket kikapcsolt áramellátás mellett kell végezni. Különös óvatossággal kell eljárni. FUNKCIONÁLIS JELLEMZŐK Belső és külső alkalmazásra szánt termék. HASZNÁLATI JAVASLATOK/KARBANTARTÁS A fényforrás cseréje a lámpatestben lehetetlen. A fényforrás meghibásodása esetén a teljes lámpatestet ki kell cserélni. A karbantartási munkálatokat kikapcsolt áramellátás mellett és a termék kihűlése után kell végezni. A HASZNÁLT JELÖLÉSEK ÉS SZIMBÓLUMOK MAGYARÁZATA P1 Névleges feszültség, frekvencia. P2 Névleges teljesítmény. P3 Névleges fényáram. P4 Névleges élettartam. P5 - Megfelelőségi tanúsítvány. P6 Színhőmérséklet. P7 Sugárzási szög. P8 - I. érintésvédelmi osztály. P9 Porálló termék. P10 Vízsugár elleni védelem. P11 Beltéri és kültéri használatra. P12 Minimális távolság a megvilágított tárgyaktól. P16 A termék megfelel az EU irányelveknek. P18 Maximális környezeti hőmérséklet. P19 A termék megfelel az UK előírásoknak. KÖRNYEZETVÉDELEM Ügyeljen a környezet tisztaságára. A csomagolási hulladék szelektív gyűjtése ajánlott. P20 Ez a jelölés azt jelzi, hogy az elhasznált elektromos és elektronikus berendezéseket szelektíven kell gyűjteni. Az így jelölt termékeket nem szabad a háztartási hulladékkal együtt kidobni. TANÁCSOK/JAVASLATOK Az Útmutató figyelmen kívül hagyása a tűz, áramütés, égés, testi sérülés és egyéb anyagi és nem anyagi kár veszélyével járhat. További információ a Kanlux termékeiről a www.kanlux.com weboldalon. A Kanlux SA nem vállal felelősséget a jelen Útmutató figyelmen kívül hagyásából eredő károkért. RO/MD SCOPUL/FOLOSIREA Produs destinat iluminatului în spațiul de uz general. MONTAJUL Modificări tehnice rezervate. Înainte de a trece pentru instalare citeşte instrucțiunile. Lucrările de instalare se trebuie să fie cu autorizarea competentă. Orice acțiune face după punerea sub tensiune. Trebuie făcută atenția mare. Produsul conține contact/terminal de protecție. Lipsa de conectare conductorul de protecție este pericolul de electrocutare. CARACTERISTICE FUNCȚIONALE Produs destinat interior și exterior încăperilor. RECOMANDĂRI DE OPERARE/ÎNTREȚINERE Înlocuirea sursei de lumină în corpul de iluminat este imposibilă. În cazul deteriorării sursei de lumină, trebuie înlocuit întregul corp de iluminat. Întreținerea se efectuează cu alimentarea oprită și după răcirea produsului. EXPLICAREA MARCAJELOR ȘI SIMBOLURILOR UTILIZATE P1 Tensiune nominală, frecvență. P2 Putere nominală. P3 Flux luminos nominal. P4 Durabilitate nominală. P5 - Certificat de conformitate. P6 Temperatura culorii. P7 Unghi de iluminare. P8 - Clasa I. P9 Produs etanș la praf. P10 Protecție împotriva jeturilor de apă. P12 Distanța minimă față de obiectele iluminate. P16 Produsul îndeplinește cerințele directivelor UE. P18 Temperatura maximă a mediului. P19 Produsul respectă reglementările UK. PROTECȚIA MEDIULUI Ai grijă de curățenia mediului. Se recomandă sortarea deșeurilor de ambalare. P20 Acest marcaj indică obligația colectării separate a deșeurilor de echipamente electrice și electronice. Produsele, astfel etichetate, sub pedeapsa amenzii, nu pot fi aruncate în coșul de gunoi împreună cu alte deșeuri. COMENTARII/SUGESTII Nerespectarea recomandărilor din acest ghidul poate duce la crearea unui unității de incendiu, arsuri, un șoc electric, leziuni fizice și alte daune materiale și imateriale. Informații suplimentare despre produse de marcă Kanlux sunt disponibile la www.kanlux.com. Kanlux SA nu este responsabilă pentru orice consecințele care rezultă din nerespectarea recomandărilor din acest manual. Compania Kanlux SA își rezervă dreptul de introducere a modificărilor în instrucțiune - versiunea actuală poate fi descărcată de pe pagina www.kanlux.com. SL NAMEN/UPORABA Izdelek namenjen za splošno/ambientalno razsvetljavo. MONTAŽA Tehnične spremembe pridržane. Pred montažo preberite navodila za uporabo. Montažo sme izvesti oseba, ki ima primerne kvalifikacije. Montažo naredite pri izključenem napajanju. Bodite pri montaži pazljivi. Proizvod vsebuje stik/zaščitno sponko. Neustrezna priključitev zaščitnega kabla, obstaja nevarnost udara električnega toka. Pred (0, 0, 802, 1110)
colour-temperature-pictogram: 4000K (242, 153, 268, 173)
crop-mark (29, 0, 30, 24)
paragraph: P14 Le produit ne peut pas être utilisé sans le luminaire équipé d'un écran de protection. (276, 6, 374, 10)
paragraph: P11 Utilisation à l'intérieur et extérieur des locaux. (32, 769, 88, 773)
paragraph: P4 Durabilitate nominală. (540, 417, 568, 421)
section-heading: PROTEZIONE DELL'AMBIENTE (276, 334, 341, 340)
paragraph: P12 Minimalna odległość od oświetlanych przedmiotów. (276, 459, 338, 463)
paragraph: P18 Maximálna teplota okolia. (540, 192, 574, 196)
section-heading: MONTÁŽ (540, 112, 559, 118)
paragraph: P8 - Klasse I: Produkt, bei dem der Schutz vor elektrischem Schlag außer der Grundisolierung auch zusätzliche Sicherheitsvorkehrungen umfasst. (32, 607, 194, 611)
paragraph: P5 - Certifikát o shodě potvrzující kvalitu výroby s přijatými standardy na území celní unie. (540, 24, 640, 28)
section-heading: ZALECENIA EKSPLOATACYJNE/KONSERWACJA (276, 406, 378, 412)
paragraph: P19 Product voldoet aan UK-regelgeving. (276, 194, 323, 198)
paragraph: sont donnés par les autorités locales ou le vendeur de ce type de matériel. Matériel usé peut être aussi rendu au vendeur en cas de l'achat de nouveau matériel en quantité inférieure ou égale au nouveau matériel acheté du même type. Seules les principes concernent le territoire de l'Union Européenne. (276, 40, 534, 48)
paragraph: P20 Questa etichetta indica la necessità di raccolta differenziata dei rifiuti di apparecchiature elettriche ed elettroniche. I prodotti con questa etichetta, a pena di ammenda, non possono essere smaltiti nella spazzatura ordinaria insieme ad altri rifiuti. (276, 343, 534, 350)
section-heading: ZNÁMKY/DOPORUČENÍ (540, 77, 589, 83)
paragraph: P12 Distanța minimă față de obiectele iluminate. (540, 440, 594, 444)
paragraph: P16 Produkt erfüllt die Anforderungen der EU-Richtlinien. (32, 628, 96, 631)
paragraph: Modifiche tecniche riservate. Prima di procedere con l'assemblaggio si prega di consultare le istruzioni. L'assemblaggio deve essere effettuato da una persona con appropriata competenza. Eseguire qualsiasi operazione con l'alimentazione disattivata. È necessario adottare particolare cautela. Il prodotto possiede un contatto/morsetto di protezione. Il mancato collegamento del cavo di protezione può portare al rischio di scosse elettriche. (276, 251, 534, 259)
thermometer-icon: 🌡 (191, 294, 199, 300)
min-distance-pictogram: ◖ — — 1,0m ▓ (210, 242, 244, 262)
paragraph: P19 A termék megfelel az UK előírásoknak. (540, 323, 589, 327)
paragraph: P2 Névleges teljesítmény. (540, 279, 569, 283)
section-heading: RECOMMENDATIONS D'EXPLOITATION/MAINTENANCE (32, 712, 147, 718)
paragraph: P6 Température de couleur. (32, 749, 63, 753)
paragraph: P15 Należy natychmiast wymienić pękniętą lub uszkodzoną osłonę. (276, 469, 351, 473)
paragraph: P7 Angolo di emissione. (276, 301, 303, 305)
paragraph: Read the instructions for proper installation of the product in the installation. (32, 369, 116, 373)
language-code: RO/MD (540, 360, 552, 365)
paragraph: P4 Nominale levensduur. (276, 144, 304, 148)
paragraph: Technical changes reserved. Read the manual before mounting. Mounting should be performed by an appropriately qualified person. Any activities must be done with disconnected power supply. Exercise particular caution. Product has a protective contact/terminal. Failure to connect the protective lead may lead to electric shock. Mounting diagram: see pictures. Check for proper mechanical fastening and connecting to electrical power prior to first use. The product can be connected to a supply network which meets energy quality standards as prescribed by law. To maintain the proper IP protection level, the diameter of the power cord should be appropriate to the diameter of the cable gland. (32, 356, 270, 370)
paragraph: P10 Ochrana pred striekajúcou vodou. (540, 178, 583, 182)
paragraph: P8 - Klasse I. (276, 157, 291, 161)
paragraph: P13 Úhel otáčení svítidla. (540, 54, 569, 58)
paragraph: P16 Produsul îndeplinește cerințele directivelor UE. (540, 444, 597, 448)
crop-mark (772, 1085, 773, 1110)
paragraph: P5 - Megfelelőségi tanúsítvány. (540, 289, 575, 293)
paragraph: P8 - I. érintésvédelmi osztály. (540, 299, 573, 303)
paragraph: P1 Tensione nominale, frequenza. (276, 281, 314, 285)
paragraph: Zich niet houden aan regelingen van deze instructie kan leiden onder anderen tot brand, verbrandingen, overspanningen, en ander materiële en niet materiële schaden. Verdere informatie over producten van merk Kanlux zijn op www.kanlux.com. Kanlux SA is niet aansprakelijk voor schade als gevolg van het niet naleven van deze instructie. (276, 216, 534, 223)
divider (40, 96, 268, 98)
paragraph: Belső és külső alkalmazásra szánt termék. (540, 260, 588, 264)
paragraph: P2 Putere nominală. (540, 410, 563, 414)
ukca-pictogram: UK CA (210, 287, 234, 309)
website-link[interactable]: www.kanlux.com (213, 86, 270, 93)
paragraph: P3 Névleges fényáram. (540, 283, 566, 287)
paragraph: P3 Znamionowy strumień świetlny. (276, 429, 315, 433)
paragraph: P3 Bemessungslichtstrom. (32, 591, 62, 595)
paragraph: P18 Maximum rated operating temperatures/ambient temperatures that the product can be exposed to. (32, 470, 146, 474)
section-heading: MONTAŽA (540, 506, 562, 512)
section-heading: CARACTERISTICE FUNCȚIONALE (540, 386, 611, 392)
